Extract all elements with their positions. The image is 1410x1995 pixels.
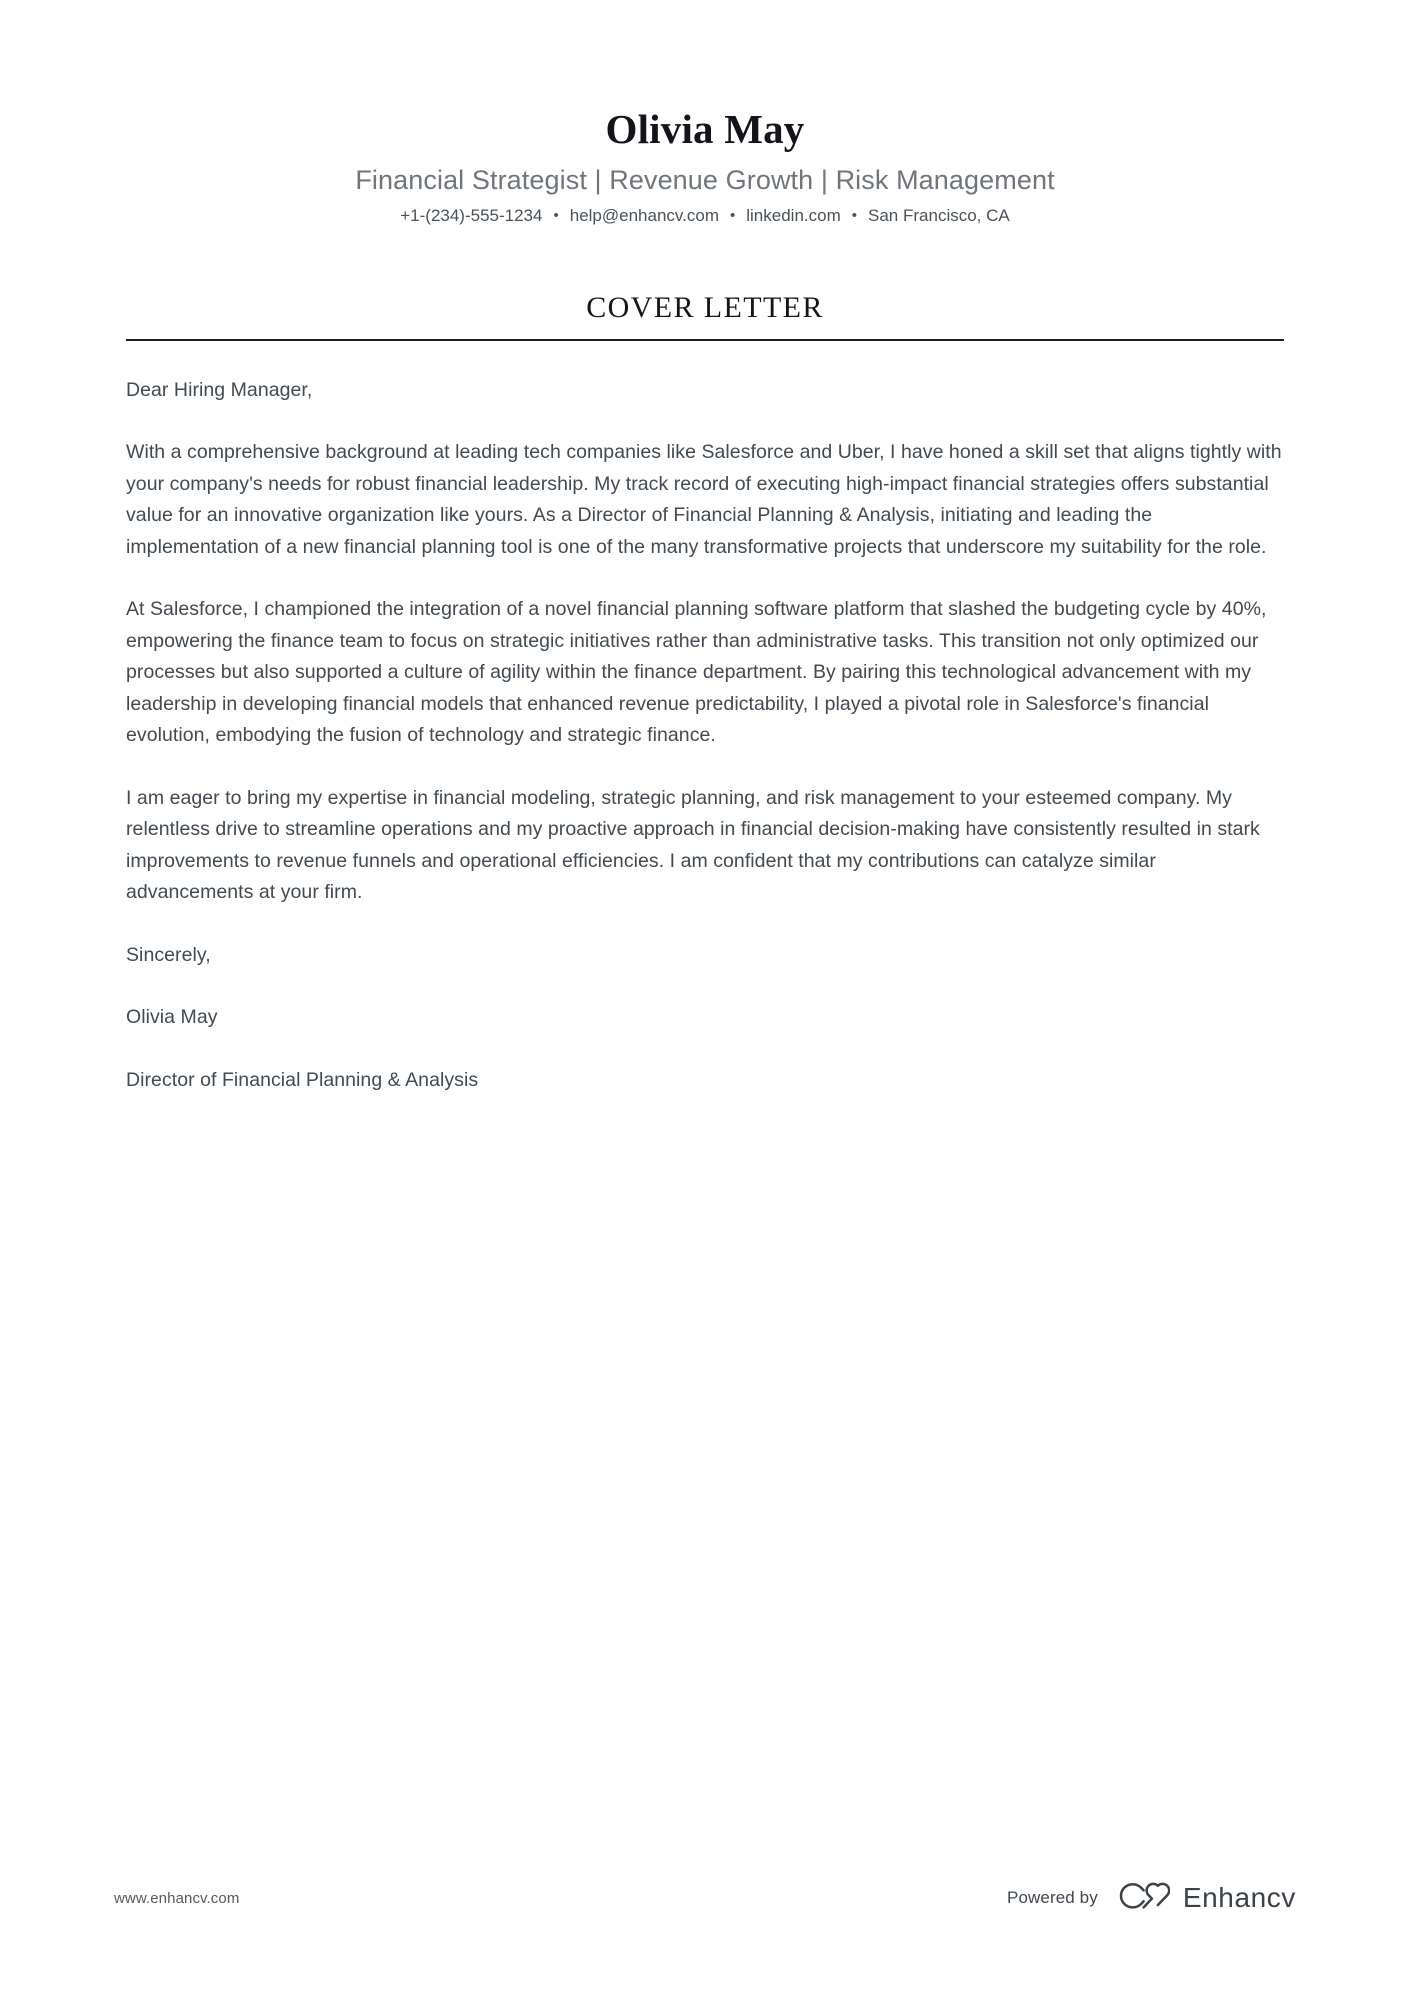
contact-email[interactable]: help@enhancv.com [569, 206, 719, 226]
contact-linkedin[interactable]: linkedin.com [746, 206, 841, 226]
letter-salutation: Dear Hiring Manager, [126, 378, 313, 401]
footer-website-url[interactable]: www.enhancv.com [114, 1889, 240, 1907]
letter-signature-name: Olivia May [126, 1006, 218, 1029]
enhancv-infinity-heart-logo-icon [1118, 1881, 1170, 1915]
letter-paragraph-1: With a comprehensive background at leading tech companies like Salesforce and Uber, I have honed a skill set that aligns tightly with your company's needs for robust financial leadership. My track record of executing high-impact financial strategies offers substantial value for an innovative organization like yours. As a Director of Financial Planning & Analysis, initiating and leading the implementation of a new financial planning tool is one of the many transformative projects that underscore my suitability for the role. [126, 441, 1282, 558]
section-divider [126, 339, 1284, 341]
document-footer [0, 1875, 1410, 1995]
letter-signature-role: Director of Financial Planning & Analysis [126, 1068, 479, 1091]
letter-body [0, 375, 1410, 1097]
letter-paragraph-2: At Salesforce, I championed the integration of a novel financial planning software platform that slashed the budgeting cycle by 40%, empowering the finance team to focus on strategic initiatives rather than administrative tasks. This transition not only optimized our processes but also supported a culture of agility within the finance department. By pairing this technological advancement with my leadership in developing financial models that enhanced revenue predictability, I played a pivotal role in Salesforce's financial evolution, embodying the fusion of technology and strategic finance. [126, 598, 1267, 747]
letter-closing: Sincerely, [126, 943, 211, 966]
contact-separator-icon: • [851, 206, 858, 224]
candidate-headline: Financial Strategist | Revenue Growth | Risk Management [355, 165, 1055, 196]
contact-location: San Francisco, CA [868, 206, 1010, 226]
powered-by-label: Powered by [1007, 1888, 1098, 1907]
enhancv-brand-name: Enhancv [1182, 1882, 1296, 1913]
contact-phone: +1-(234)-555-1234 [400, 206, 543, 226]
section-header [0, 291, 1410, 341]
enhancv-brand[interactable] [1118, 1881, 1296, 1915]
contact-separator-icon: • [553, 206, 559, 224]
document-header [0, 0, 1410, 228]
candidate-name: Olivia May [605, 106, 805, 152]
contact-separator-icon: • [729, 206, 736, 224]
contact-line [0, 205, 1410, 227]
section-title: COVER LETTER [586, 290, 824, 324]
powered-by-block [1007, 1881, 1296, 1915]
letter-paragraph-3: I am eager to bring my expertise in financial modeling, strategic planning, and risk management to your esteemed company. My relentless drive to streamline operations and my proactive approach in financial decision-making have consistently resulted in stark improvements to revenue funnels and operational efficiencies. I am confident that my contributions can catalyze similar advancements at your firm. [126, 786, 1260, 904]
